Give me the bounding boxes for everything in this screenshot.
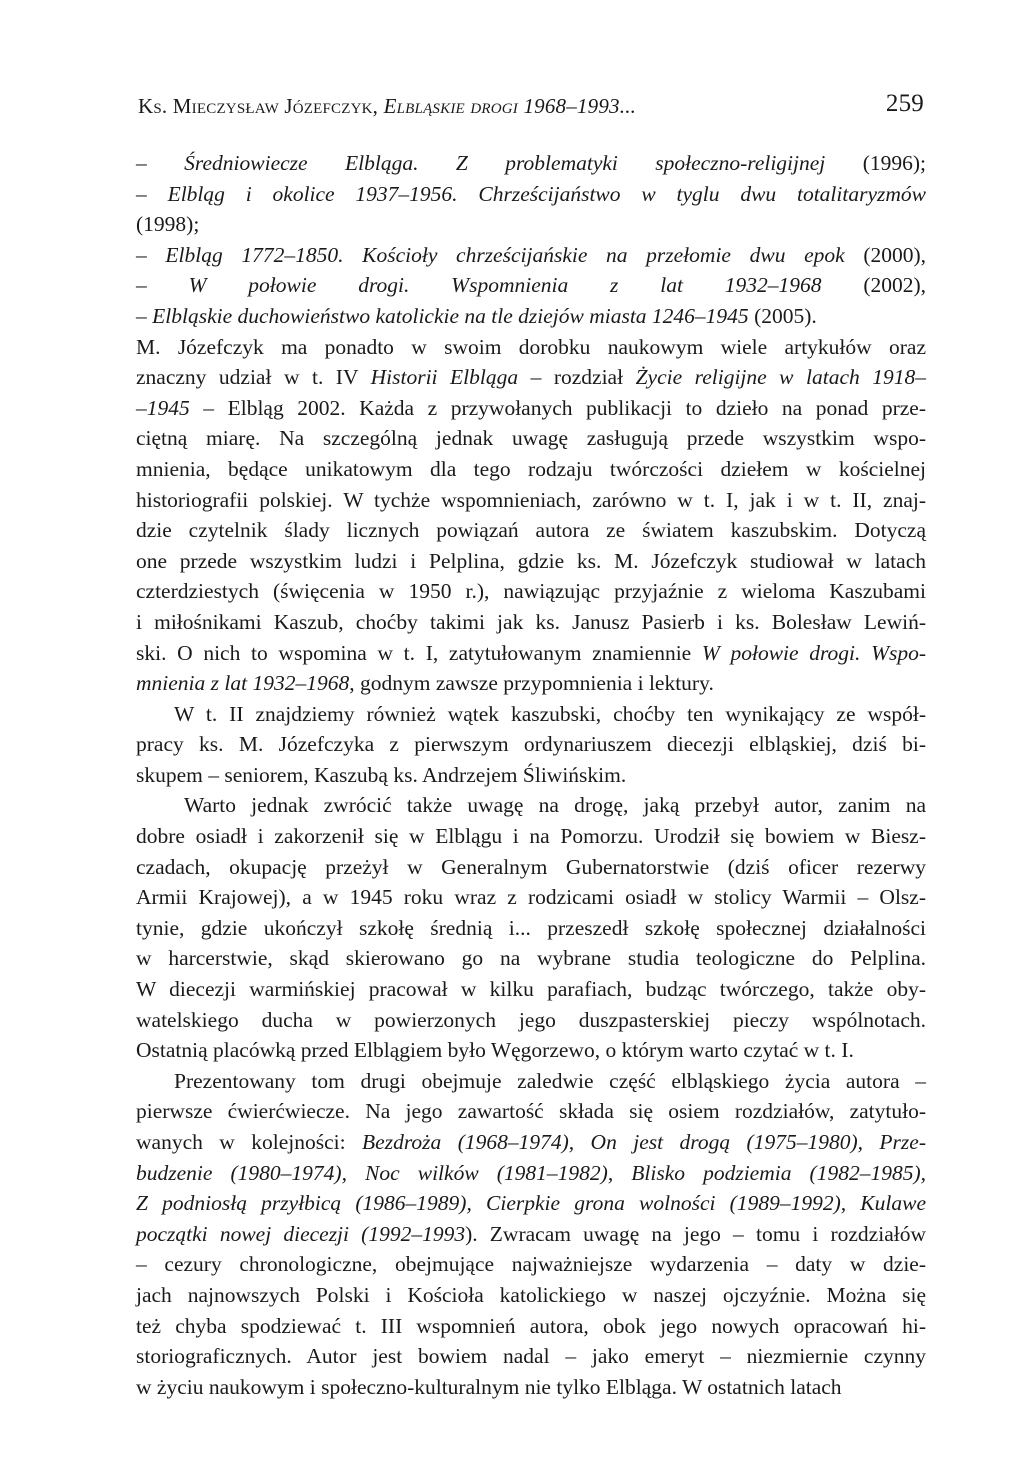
text-run: Armii Krajowej), a w 1945 roku wraz z rodzicami osiadł w stolicy Warmii – Olsz- <box>136 885 926 910</box>
text-run: watelskiego ducha w powierzonych jego duszpasterskiej pieczy wspólnotach. <box>136 1007 926 1032</box>
text-run: mnienia z lat 1932–1968 <box>136 671 350 696</box>
text-run: W połowie drogi. Wspo- <box>701 640 926 665</box>
text-run: Elbląskie duchowieństwo katolickie na tle dziejów miasta 1246–1945 <box>152 303 749 328</box>
text-run: Życie religijne w latach 1918– <box>635 365 926 390</box>
text-run: czadach, okupację przeżył w Generalnym Gubernatorstwie (dziś oficer rezerwy <box>136 854 926 879</box>
text-run: storiograficznych. Autor jest bowiem nadal – jako emeryt – niezmiernie czynny <box>136 1344 926 1369</box>
text-line <box>136 454 926 485</box>
text-run: one przede wszystkim ludzi i Pelplina, gdzie ks. M. Józefczyk studiował w latach <box>136 548 926 573</box>
text-line <box>136 576 926 607</box>
text-line <box>136 393 926 424</box>
text-line <box>136 546 926 577</box>
text-run: dobre osiadł i zakorzenił się w Elblągu i na Pomorzu. Urodził się bowiem w Biesz- <box>136 824 926 849</box>
text-run: ski. O nich to wspomina w t. I, zatytułowanym znamiennie <box>136 640 702 665</box>
header-title: Elbląskie drogi 1968–1993... <box>383 94 637 118</box>
text-line <box>136 179 926 210</box>
text-line <box>136 913 926 944</box>
text-run: tynie, gdzie ukończył szkołę średnią i... przeszedł szkołę społecznej działalności <box>136 915 926 940</box>
text-run: początki nowej diecezji (1992–1993 <box>136 1221 466 1246</box>
text-run: budzenie (1980–1974), Noc wilków (1981–1982), Blisko podziemia (1982–1985), <box>136 1160 926 1185</box>
text-line <box>136 423 926 454</box>
text-run: ciętną miarę. Na szczególną jednak uwagę zasługują przede wszystkim wspo- <box>136 426 926 451</box>
text-run: – <box>136 181 168 206</box>
text-run: –1945 <box>136 395 190 420</box>
text-line <box>136 301 926 332</box>
text-line <box>136 1219 926 1250</box>
text-line <box>136 760 926 791</box>
text-line <box>136 1341 926 1372</box>
text-line <box>136 1035 926 1066</box>
text-run: W t. II znajdziemy również wątek kaszubski, choćby ten wynikający ze współ- <box>174 701 926 726</box>
text-run: Elbląg 1772–1850. Kościoły chrześcijańskie na przełomie dwu epok <box>165 242 845 267</box>
header-author: Ks. Mieczysław Józefczyk, <box>138 94 379 118</box>
text-line <box>136 607 926 638</box>
text-run: W połowie drogi. Wspomnienia z lat 1932–1968 <box>188 273 822 298</box>
text-line <box>136 729 926 760</box>
text-run: – <box>136 151 185 175</box>
text-run: jach najnowszych Polski i Kościoła katolickiego w naszej ojczyźnie. Można się <box>136 1282 926 1307</box>
text-run: znaczny udział w t. IV <box>136 365 371 390</box>
text-run: W diecezji warmińskiej pracował w kilku parafiach, budząc twórczego, także oby- <box>136 977 926 1002</box>
text-run: w harcerstwie, skąd skierowano go na wybrane studia teologiczne do Pelplina. <box>136 946 926 971</box>
text-line <box>136 821 926 852</box>
text-run: M. Józefczyk ma ponadto w swoim dorobku naukowym wiele artykułów oraz <box>136 334 926 359</box>
text-line <box>136 1158 926 1189</box>
text-line <box>136 1005 926 1036</box>
text-line <box>136 699 926 730</box>
text-run: pracy ks. M. Józefczyka z pierwszym ordynariuszem diecezji elbląskiej, dziś bi- <box>136 732 926 757</box>
text-run: Elbląg i okolice 1937–1956. Chrześcijaństwo w tyglu dwu totalitaryzmów <box>167 181 926 206</box>
text-run: Prezentowany tom drugi obejmuje zaledwie część elbląskiego życia autora – <box>174 1068 926 1093</box>
text-run: , godnym zawsze przypomnienia i lektury. <box>349 671 714 696</box>
text-run: – <box>136 273 189 298</box>
text-line <box>136 1311 926 1342</box>
text-run: pierwsze ćwierćwiecze. Na jego zawartość składa się osiem rozdziałów, zatytuło- <box>136 1099 926 1124</box>
running-header <box>136 80 926 128</box>
text-line <box>136 974 926 1005</box>
running-title <box>138 94 636 119</box>
text-line <box>136 515 926 546</box>
text-run: dzie czytelnik ślady licznych powiązań autora ze światem kaszubskim. Dotyczą <box>136 518 926 543</box>
text-run: (1996); <box>825 151 926 175</box>
text-line <box>136 148 926 179</box>
text-run: – cezury chronologiczne, obejmujące najważniejsze wydarzenia – daty w dzie- <box>136 1252 926 1277</box>
text-run: Średniowiecze Elbląga. Z problematyki społeczno-religijnej <box>184 151 826 175</box>
text-line <box>136 1127 926 1158</box>
text-run: ). Zwracam uwagę na jego – tomu i rozdziałów <box>465 1221 926 1246</box>
text-line <box>136 332 926 363</box>
text-run: Z podniosłą przyłbicą (1986–1989), Cierpkie grona wolności (1989–1992), Kulawe <box>136 1191 926 1216</box>
text-line <box>136 362 926 393</box>
text-line <box>136 1280 926 1311</box>
text-run: – <box>136 242 166 267</box>
text-run: – Elbląg 2002. Każda z przywołanych publikacji to dzieło na ponad prze- <box>189 395 926 420</box>
text-run: i miłośnikami Kaszub, choćby takimi jak ks. Janusz Pasierb i ks. Bolesław Lewiń- <box>136 609 926 634</box>
text-run: czterdziestych (święcenia w 1950 r.), nawiązując przyjaźnie z wieloma Kaszubami <box>136 579 926 604</box>
text-run: Ostatnią placówką przed Elblągiem było Węgorzewo, o którym warto czytać w t. I. <box>136 1038 854 1063</box>
text-line <box>136 1188 926 1219</box>
text-run: Historii Elbląga <box>370 365 519 390</box>
text-line <box>136 1249 926 1280</box>
text-line <box>136 790 926 821</box>
text-line <box>136 943 926 974</box>
text-run: – rozdział <box>518 365 636 390</box>
text-run: (2002), <box>821 273 927 298</box>
text-line <box>136 882 926 913</box>
text-line <box>136 240 926 271</box>
text-run: (1998); <box>136 212 200 237</box>
text-run: (2005). <box>748 303 817 328</box>
text-run: mnienia, będące unikatowym dla tego rodzaju twórczości dziełem w kościelnej <box>136 456 926 481</box>
body-text <box>136 148 926 1402</box>
text-line <box>136 209 926 240</box>
text-line <box>136 270 926 301</box>
text-run: – <box>136 303 153 328</box>
text-line <box>136 668 926 699</box>
text-run: Warto jednak zwrócić także uwagę na drogę, jaką przebył autor, zanim na <box>184 793 926 818</box>
text-line <box>136 1096 926 1127</box>
text-run: historiografii polskiej. W tychże wspomnieniach, zarówno w t. I, jak i w t. II, znaj- <box>136 487 926 512</box>
text-line <box>136 852 926 883</box>
text-line <box>136 638 926 669</box>
text-line <box>136 485 926 516</box>
text-line <box>136 1066 926 1097</box>
book-page <box>136 80 927 1399</box>
text-run: (2000), <box>844 242 927 267</box>
text-run: Bezdroża (1968–1974), On jest drogą (1975–1980), Prze- <box>362 1130 926 1154</box>
text-run: wanych w kolejności: <box>136 1130 363 1154</box>
text-run: w życiu naukowym i społeczno-kulturalnym nie tylko Elbląga. W ostatnich latach <box>136 1374 842 1399</box>
text-line <box>136 1372 926 1403</box>
page-number: 259 <box>885 90 924 117</box>
text-run: też chyba spodziewać t. III wspomnień autora, obok jego nowych opracowań hi- <box>136 1313 926 1338</box>
text-run: skupem – seniorem, Kaszubą ks. Andrzejem Śliwińskim. <box>136 762 627 787</box>
